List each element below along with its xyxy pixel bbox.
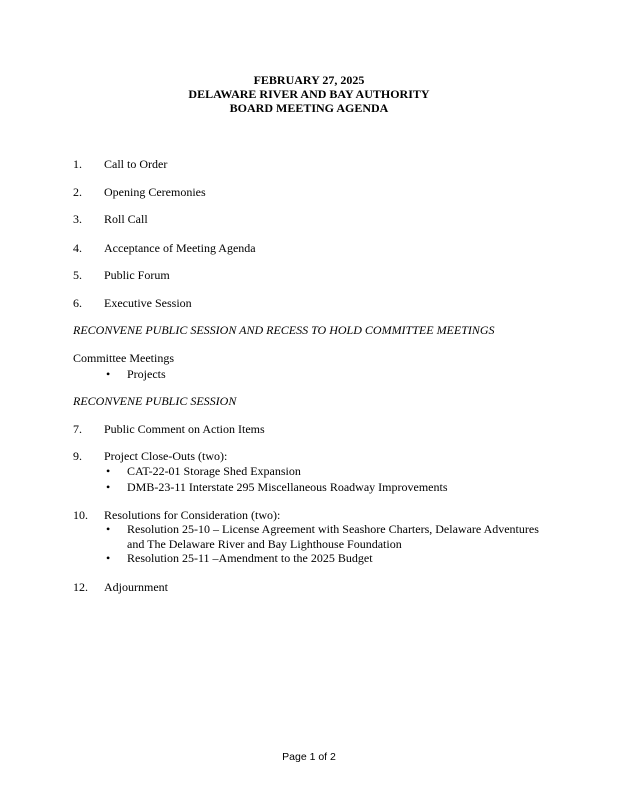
item-number: 7. (73, 422, 82, 436)
bullet-icon: • (106, 522, 111, 536)
item-number: 2. (73, 185, 82, 199)
reconvene-heading: RECONVENE PUBLIC SESSION (73, 394, 237, 408)
item-adjournment: Adjournment (104, 580, 168, 594)
item-opening-ceremonies: Opening Ceremonies (104, 185, 206, 199)
committee-projects: Projects (127, 367, 166, 381)
item-executive-session: Executive Session (104, 296, 192, 310)
item-resolutions: Resolutions for Consideration (two): (104, 508, 281, 522)
item-roll-call: Roll Call (104, 212, 148, 226)
item-number: 1. (73, 157, 82, 171)
item-number: 5. (73, 268, 82, 282)
item-number: 3. (73, 212, 82, 226)
item-call-to-order: Call to Order (104, 157, 168, 171)
item-number: 6. (73, 296, 82, 310)
item-number: 4. (73, 241, 82, 255)
resolution-25-10-line1: Resolution 25-10 – License Agreement with Seashore Charters, Delaware Adventures (127, 522, 539, 536)
committee-meetings-heading: Committee Meetings (73, 351, 174, 365)
item-number: 12. (73, 580, 88, 594)
agenda-title: BOARD MEETING AGENDA (229, 101, 389, 115)
closeout-cat-22-01: CAT-22-01 Storage Shed Expansion (127, 464, 301, 478)
item-acceptance-agenda: Acceptance of Meeting Agenda (104, 241, 256, 255)
item-project-closeouts: Project Close-Outs (two): (104, 449, 228, 463)
bullet-icon: • (106, 367, 111, 381)
resolution-25-11: Resolution 25-11 –Amendment to the 2025 Budget (127, 551, 373, 565)
resolution-25-10-line2: and The Delaware River and Bay Lighthouse Foundation (127, 537, 402, 551)
organization-name: DELAWARE RIVER AND BAY AUTHORITY (188, 87, 430, 101)
bullet-icon: • (106, 464, 111, 478)
item-number: 9. (73, 449, 82, 463)
item-number: 10. (73, 508, 88, 522)
bullet-icon: • (106, 480, 111, 494)
bullet-icon: • (106, 551, 111, 565)
closeout-dmb-23-11: DMB-23-11 Interstate 295 Miscellaneous Roadway Improvements (127, 480, 448, 494)
page-number: Page 1 of 2 (282, 751, 336, 763)
agenda-date: FEBRUARY 27, 2025 (253, 73, 365, 87)
item-public-comment: Public Comment on Action Items (104, 422, 265, 436)
reconvene-recess-heading: RECONVENE PUBLIC SESSION AND RECESS TO HOLD COMMITTEE MEETINGS (73, 323, 495, 337)
item-public-forum: Public Forum (104, 268, 170, 282)
